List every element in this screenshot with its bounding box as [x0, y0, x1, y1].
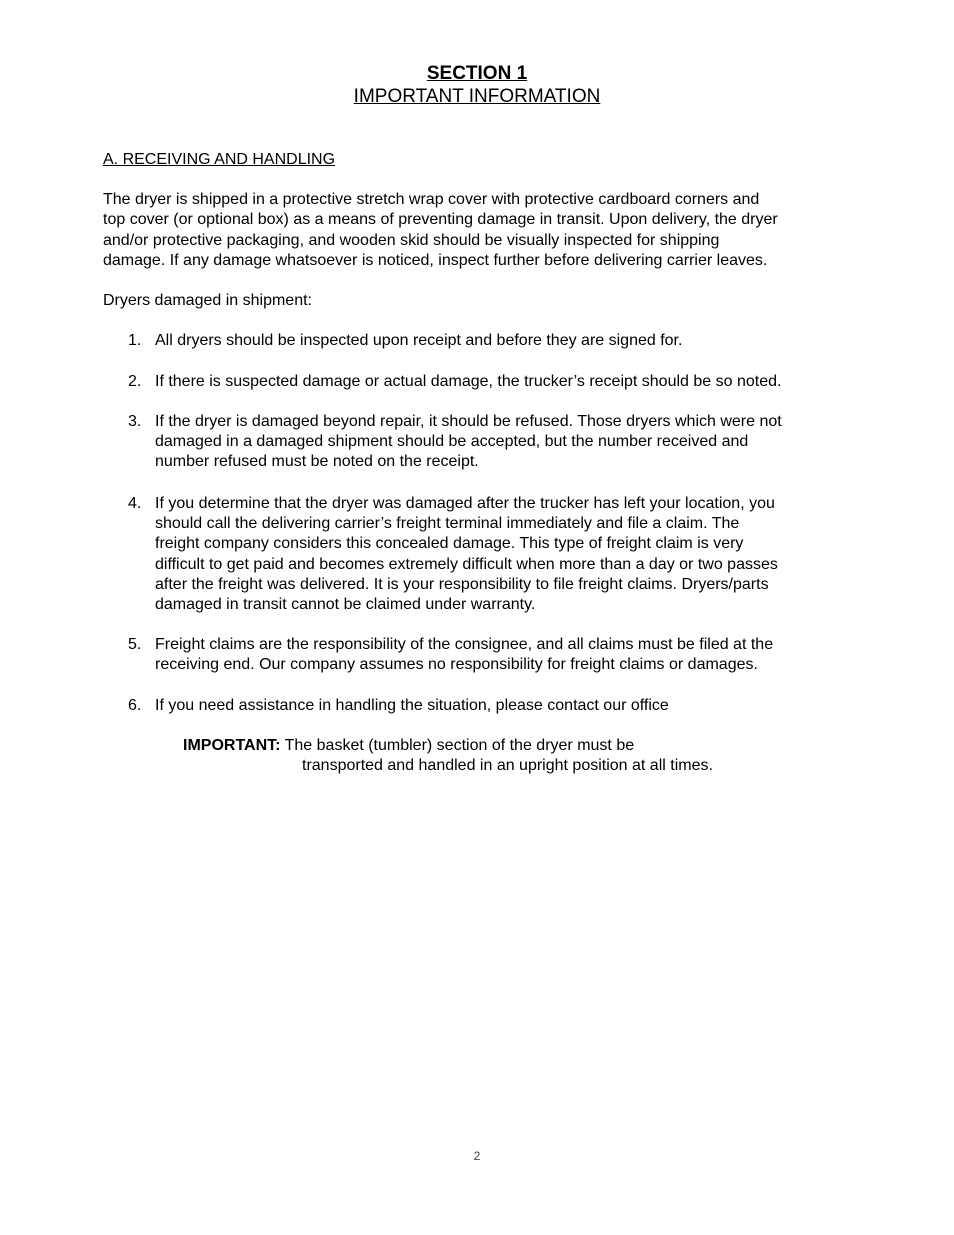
list-item-line: freight company considers this concealed damage. This type of freight claim is very — [155, 535, 744, 553]
list-item-number: 3. — [128, 413, 142, 430]
list-item-line: after the freight was delivered. It is your responsibility to file freight claims. Dryers/parts — [155, 575, 769, 593]
section-number: SECTION 1 — [426, 63, 528, 84]
list-item-line: All dryers should be inspected upon receipt and before they are signed for. — [155, 332, 683, 349]
intro-line: damage. If any damage whatsoever is noticed, inspect further before delivering carrier leaves. — [103, 251, 768, 269]
list-lead-text: Dryers damaged in shipment: — [103, 292, 312, 309]
list-item-text — [155, 412, 867, 473]
list-item-line: If there is suspected damage or actual damage, the trucker’s receipt should be so noted. — [155, 373, 782, 390]
intro-line: The dryer is shipped in a protective stretch wrap cover with protective cardboard corners and — [103, 191, 760, 208]
list-item-line: If the dryer is damaged beyond repair, it should be refused. Those dryers which were not — [155, 413, 782, 430]
list-item-line: damaged in a damaged shipment should be accepted, but the number received and — [155, 433, 749, 451]
intro-line: top cover (or optional box) as a means of preventing damage in transit. Upon delivery, the dryer — [103, 211, 778, 229]
list-item-line: should call the delivering carrier’s freight terminal immediately and file a claim. The — [155, 515, 740, 533]
subsection-heading: A. RECEIVING AND HANDLING — [103, 151, 336, 168]
list-item-text — [155, 331, 867, 351]
important-note — [183, 736, 713, 777]
list-item-number: 1. — [128, 332, 142, 349]
section-title: IMPORTANT INFORMATION — [353, 86, 601, 107]
important-text-line1: The basket (tumbler) section of the dryer must be — [280, 737, 635, 754]
list-item-text — [155, 696, 867, 716]
list-item-line: If you determine that the dryer was damaged after the trucker has left your location, you — [155, 495, 775, 512]
list-item-line: receiving end. Our company assumes no responsibility for freight claims or damages. — [155, 656, 758, 674]
list-item-number: 5. — [128, 636, 142, 653]
page-number: 2 — [473, 1149, 481, 1163]
list-item-number: 6. — [128, 697, 142, 714]
list-item-line: Freight claims are the responsibility of the consignee, and all claims must be filed at the — [155, 636, 774, 653]
list-item-line: damaged in transit cannot be claimed under warranty. — [155, 596, 536, 614]
intro-line: and/or protective packaging, and wooden skid should be visually inspected for shipping — [103, 231, 720, 249]
list-item-line: difficult to get paid and becomes extremely difficult when more than a day or two passes — [155, 555, 778, 573]
list-item-text — [155, 494, 867, 615]
list-item-text — [155, 635, 867, 675]
list-item-number: 4. — [128, 495, 142, 512]
important-label: IMPORTANT: — [183, 737, 281, 754]
list-item-line: number refused must be noted on the receipt. — [155, 453, 479, 471]
list-item-line: If you need assistance in handling the situation, please contact our office — [155, 697, 669, 714]
list-item-text — [155, 372, 867, 392]
list-item-number: 2. — [128, 373, 142, 390]
important-text-line2: transported and handled in an upright position at all times. — [302, 757, 713, 775]
